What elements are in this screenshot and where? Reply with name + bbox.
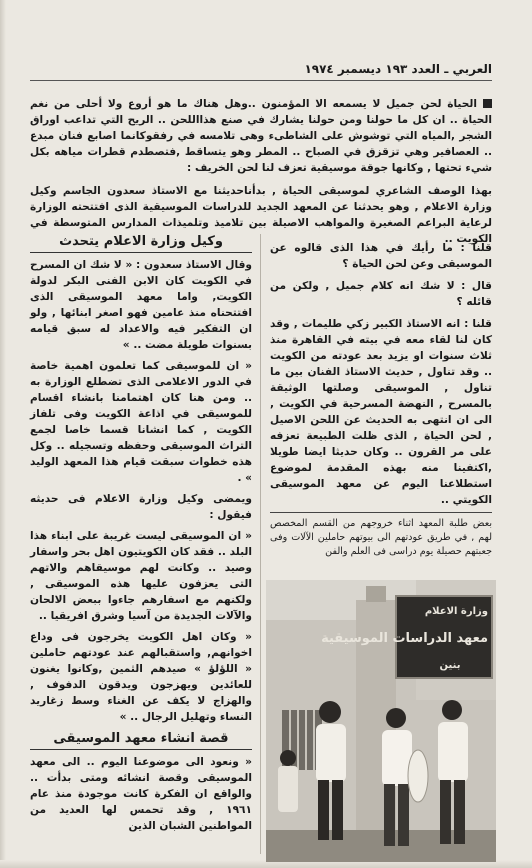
photo-caption: بعض طلبة المعهد اثناء خروجهم من القسم المخصص لهم , في طريق عودتهم الى بيوتهم حاملين الآلات وفى جعبتهم حصيلة يوم دراسى فى العلم والفن — [270, 518, 492, 557]
sign-line-2: معهد الدراسات الموسيقية — [321, 631, 488, 646]
column-divider — [260, 234, 261, 854]
left-paragraph: وقال الاستاذ سعدون : « لا شك ان المسرح في الكويت كان الابن الفنى البكر لدولة الكويت, واما معهد الموسيقى الذى افتتحناه منذ عامين فهو اصغر ابنائها , ولو ان التفكير فيه والاعداد له سبق قيامه بسنوات طويلة مضت .. » — [30, 259, 252, 351]
sign-line-1: وزارة الاعلام — [424, 606, 488, 617]
lead-paragraph: بهذا الوصف الشاعري لموسيقى الحياة , بدأناحديثنا مع الاستاذ سعدون الجاسم وكيل وزارة الاعلام , وهو يحدثنا عن المعهد الجديد للدراسات الموسيقية الذى افتتحته الوزارة لرعاية البراعم الصغيرة والمواهب الاصيلة بين تلاميذ وتلميذات المدارس المتوسطة في الكويت .. — [30, 185, 492, 245]
right-paragraph: قلنا : انه الاستاذ الكبير زكي طليمات , وقد كان لنا لقاء معه في بيته في القاهرة منذ ثلاث سنوات او يزيد بعد عودته من الكويت .. وقد تناول , حديث الاستاذ الفنان بين ما تناول , الموسيقى وصلتها الوثيقة بالمسرح , النهضة المسرحية في الكويت , الى ان انتهى به الحديث عن اللحن الاصيل , لحن الحياة , الذى ظلت الطبيعة تعزفه على مر القرون .. وكان حديثا ايضا طويلا ,اكتفينا منه بهذه المقدمة لموضوع استطلاعنا اليوم عن معهد الموسيقى الكويتي .. — [270, 318, 492, 506]
left-paragraph: ويمضى وكيل وزارة الاعلام فى حديثه فيقول : — [30, 493, 252, 521]
left-paragraph: « ان الموسيقى ليست غريبة على ابناء هذا البلد .. فقد كان الكويتيون اهل بحر واسفار وصيد .. وكانت لهم موسيقاهم والاتهم التى يعزفون عليها هذه الموسيقى , ولكنهم مع اسفارهم جاءوا ببعض الالحان والآلات الجديدة من آسيا وشرق افريقيا .. — [30, 530, 252, 622]
intro-paragraph — [30, 96, 492, 176]
header-rule — [30, 80, 492, 81]
left-paragraph: « وكان اهل الكويت يخرجون فى وداع اخوانهم, واستقبالهم عند عودتهم حاملين « اللؤلؤ » صيدهم الثمين ,وكانوا يغنون للعائدين ويهزجون ويدقون الدفوف , والهزاج لا يكف عن الغناء وسط زغاريد النساء وتهليل الرجال .. » — [30, 631, 252, 723]
right-paragraph: قلنا : ما رأيك في هذا الذى قالوه عن الموسيقى وعن لحن الحياة ؟ — [270, 242, 492, 270]
right-column — [270, 240, 492, 514]
left-paragraph-closing: « ونعود الى موضوعنا اليوم .. الى معهد الموسيقى وقصة انشائه ومتى بدأت .. والواقع ان الفكرة كانت موجودة منذ عام ١٩٦١ , وقد تحمس لها العديد من المواطنين الشبان الذين — [30, 756, 252, 832]
intro-paragraph-text: الحياة لحن جميل لا يسمعه الا المؤمنون ..وهل هناك ما هو أروع ولا أحلى من نغم الحياة .. ان كل ما حولنا ومن حولنا يشارك في صنع هذااللحن .. الريح التي تداعب اوراق الشجر ,المياه التي توشوش على الشاطىء وهى تلامسه في رفقوكانما اصابع فنان مبدع .. العصافير وهي تزقزق في الصباح .. المطر وهو يتساقط ,فتصطدم قطرات مياهه بكل شيء تحتها , وكانها جوقة موسيقية تعزف لنا لحن الخريف : — [30, 98, 492, 174]
institute-photo — [266, 580, 496, 862]
left-column — [30, 234, 252, 839]
sign-line-3: بنين — [439, 660, 461, 671]
scan-edge-left — [0, 0, 6, 868]
subhead-deputy-minister: وكيل وزارة الاعلام يتحدث — [30, 234, 252, 253]
square-bullet-icon — [483, 99, 492, 108]
caption-rule — [270, 512, 492, 513]
institute-photo-drawing — [266, 580, 496, 862]
right-paragraph: قال : لا شك انه كلام جميل , ولكن من قائله ؟ — [270, 280, 492, 308]
subhead-institute-story: قصة انشاء معهد الموسيقى — [30, 731, 252, 750]
left-paragraph: « ان للموسيقى كما تعلمون اهمية خاصة في الدور الاعلامى الذى تضطلع الوزارة به .. ومن هنا كان اهتمامنا بانشاء اقسام للموسيقى في اذاعة الكويت وفى تلفاز الكويت , كما انشانا قسما خاصا لجمع التراث الموسيقى وحفظه وتسجيله .. وكل هذه خطوات سبقت قيام هذا المعهد الوليد » . — [30, 360, 252, 484]
running-header: العربي ـ العدد ١٩٣ ديسمبر ١٩٧٤ — [304, 62, 492, 76]
